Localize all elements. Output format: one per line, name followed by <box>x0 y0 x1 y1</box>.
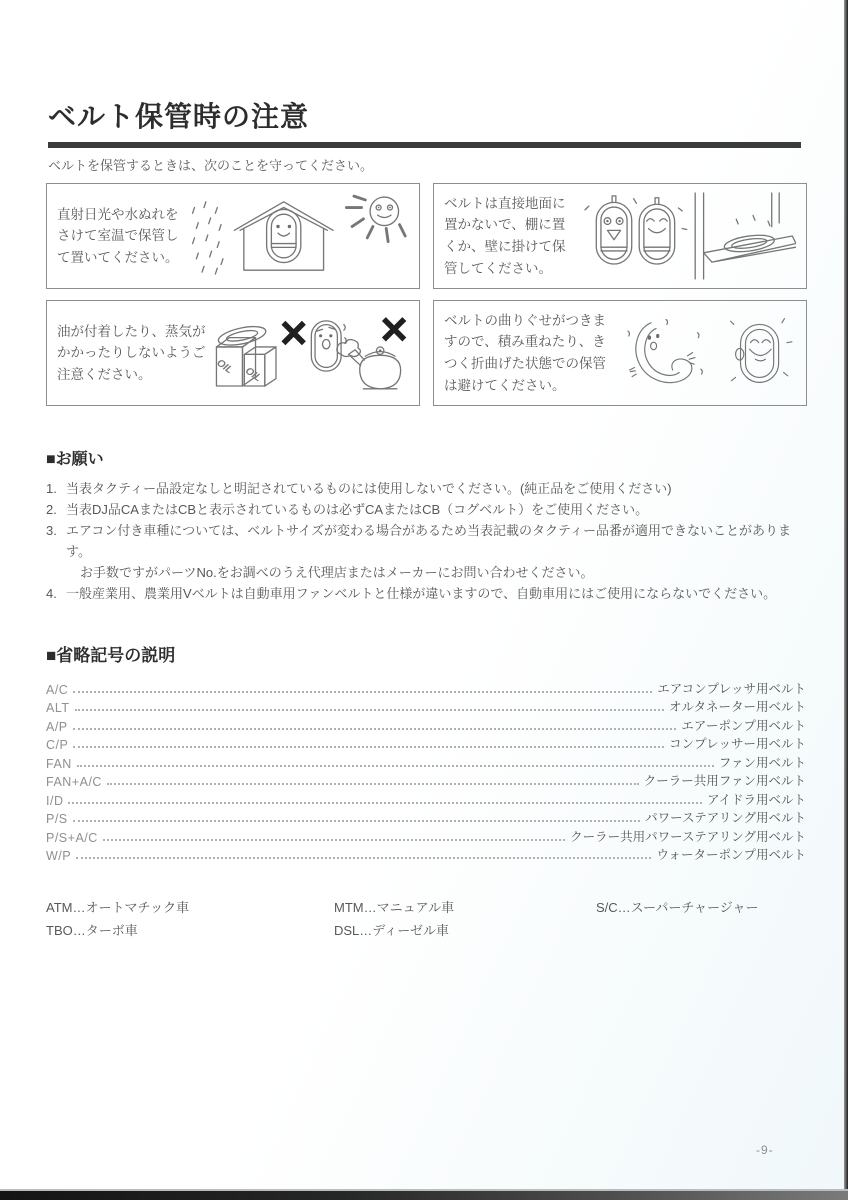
precaution-box-oil-steam <box>46 300 420 406</box>
abbreviation-meaning: コンプレッサー用ベルト <box>669 737 806 751</box>
abbreviation-row <box>46 753 806 772</box>
dotted-leader <box>75 709 664 711</box>
abbreviation-section <box>46 641 806 864</box>
oil-steam-crossed-illustration <box>209 312 409 394</box>
vehicle-code-entry: DSL…ディーゼル車 <box>334 923 449 938</box>
abbreviation-row <box>46 790 806 809</box>
shelf-icon <box>704 236 796 262</box>
vehicle-code-column <box>334 896 596 942</box>
precaution-text: ベルトは直接地面に置かないで、棚に置くか、壁に掛けて保管してください。 <box>444 195 566 276</box>
notice-section <box>46 446 808 604</box>
abbreviation-code: FAN <box>46 756 72 771</box>
notice-heading: ■お願い <box>46 451 104 468</box>
dotted-leader <box>76 857 651 859</box>
vehicle-code-entry: ATM…オートマチック車 <box>46 900 190 915</box>
dotted-leader <box>103 839 565 841</box>
dotted-leader <box>73 820 640 822</box>
vehicle-code-entry: S/C…スーパーチャージャー <box>596 900 759 915</box>
notice-item <box>46 478 808 499</box>
svg-text:OIL: OIL <box>214 357 235 377</box>
happy-belt-icon <box>741 324 779 382</box>
bent-vs-straight-belt-illustration <box>618 313 796 393</box>
house-walls-icon <box>244 228 324 270</box>
abbreviation-row <box>46 827 806 846</box>
abbreviation-code: P/S <box>46 812 68 826</box>
notice-item <box>46 520 808 583</box>
scan-edge-right <box>844 0 848 1200</box>
abbreviation-meaning: アイドラ用ベルト <box>707 792 806 807</box>
abbreviation-row <box>46 679 806 698</box>
belt-on-shelf-icon <box>723 233 775 255</box>
belt-on-oil-can-icon <box>217 323 268 349</box>
worried-belt-icon <box>311 321 341 371</box>
precaution-box-shelf-wall <box>433 183 807 289</box>
dotted-leader <box>107 783 639 785</box>
vehicle-code-column <box>596 896 786 942</box>
page-title: ベルト保管時の注意 <box>48 101 310 132</box>
abbreviation-code: A/P <box>46 719 68 734</box>
notice-item-text: 当表DJ品CAまたはCBと表示されているものは必ずCAまたはCB（コグベルト）をご使用ください。 <box>66 502 649 517</box>
belts-wall-shelf-illustration <box>572 192 796 280</box>
precaution-text: ベルトの曲りぐせがつきますので、積み重ねたり、きつく折曲げた状態での保管は避けてください。 <box>444 312 606 393</box>
abbreviation-row <box>46 809 806 828</box>
dotted-leader <box>68 802 702 804</box>
bent-belt-icon <box>636 323 692 383</box>
abbreviation-heading: ■省略記号の説明 <box>46 646 176 665</box>
dotted-leader <box>73 691 652 693</box>
kettle-icon <box>360 355 401 388</box>
vehicle-code-entry: MTM…マニュアル車 <box>334 900 455 915</box>
abbreviation-meaning: パワーステアリング用ベルト <box>645 811 806 825</box>
rain-house-sun-illustration <box>185 192 409 280</box>
abbreviation-code: ALT <box>46 701 70 715</box>
abbreviation-meaning: クーラー共用ファン用ベルト <box>643 774 806 788</box>
abbreviation-code: A/C <box>46 682 69 697</box>
precaution-text: 直射日光や水ぬれをさけて室温で保管して置いてください。 <box>57 206 179 265</box>
dotted-leader <box>73 746 664 748</box>
abbreviation-meaning: ウォーターポンプ用ベルト <box>656 848 806 862</box>
abbreviation-code: I/D <box>46 793 64 808</box>
notice-item-number: 1. <box>46 481 57 496</box>
vehicle-code-column <box>46 896 334 942</box>
vehicle-code-legend <box>46 896 786 942</box>
abbreviation-row <box>46 698 806 717</box>
notice-item-text: エアコン付き車種については、ベルトサイズが変わる場合があるため当表記載のタクティー品番が適用できないことがあります。 <box>66 523 792 559</box>
vehicle-code-entry: TBO…ターボ車 <box>46 923 138 938</box>
intro-text: ベルトを保管するときは、次のことを守ってください。 <box>48 158 374 173</box>
abbreviation-row <box>46 735 806 754</box>
notice-item-number: 3. <box>46 523 57 538</box>
abbreviation-code: C/P <box>46 738 69 752</box>
rain-drops-icon <box>193 202 223 274</box>
notice-item-text: 一般産業用、農業用Vベルトは自動車用ファンベルトと仕様が違いますので、自動車用にはご使用にならないでください。 <box>66 586 777 601</box>
house-roof-icon <box>234 202 333 230</box>
abbreviation-code: FAN+A/C <box>46 775 102 789</box>
scan-edge-bottom <box>0 1191 848 1200</box>
notice-item <box>46 499 808 520</box>
abbreviation-meaning: ファン用ベルト <box>718 755 806 770</box>
title-block <box>48 95 801 148</box>
abbreviation-code: W/P <box>46 849 72 863</box>
precaution-box-sunlight-moisture <box>46 183 420 289</box>
dotted-leader <box>77 765 714 767</box>
abbreviation-meaning: オルタネーター用ベルト <box>668 700 806 714</box>
abbreviation-code: P/S+A/C <box>46 830 98 845</box>
notice-item-number: 2. <box>46 502 57 517</box>
abbreviation-row <box>46 716 806 735</box>
page-number: -9- <box>756 1143 774 1157</box>
notice-item-number: 4. <box>46 586 57 601</box>
abbreviation-meaning: エアーポンプ用ベルト <box>681 718 806 733</box>
sun-icon <box>370 197 398 225</box>
hanging-belt-icon <box>596 202 631 264</box>
abbreviation-meaning: クーラー共用パワーステアリング用ベルト <box>570 829 806 844</box>
notice-item-text: お手数ですがパーツNo.をお調べのうえ代理店またはメーカーにお問い合わせください。 <box>80 565 594 580</box>
abbreviation-row <box>46 772 806 791</box>
storage-precaution-boxes <box>46 183 807 406</box>
precaution-box-bending <box>433 300 807 406</box>
abbreviation-row <box>46 846 806 865</box>
precaution-text: 油が付着したり、蒸気がかかったりしないようご注意ください。 <box>57 323 206 382</box>
abbreviation-meaning: エアコンプレッサ用ベルト <box>657 681 806 696</box>
notice-item-text: 当表タクティー品設定なしと明記されているものには使用しないでください。(純正品をご使用ください) <box>66 481 672 496</box>
dotted-leader <box>73 728 677 730</box>
cross-mark-icon <box>283 323 303 343</box>
notice-item <box>46 583 808 604</box>
cross-mark-icon <box>384 319 404 339</box>
title-underline-rule <box>48 142 801 148</box>
svg-text:OIL: OIL <box>242 365 264 385</box>
